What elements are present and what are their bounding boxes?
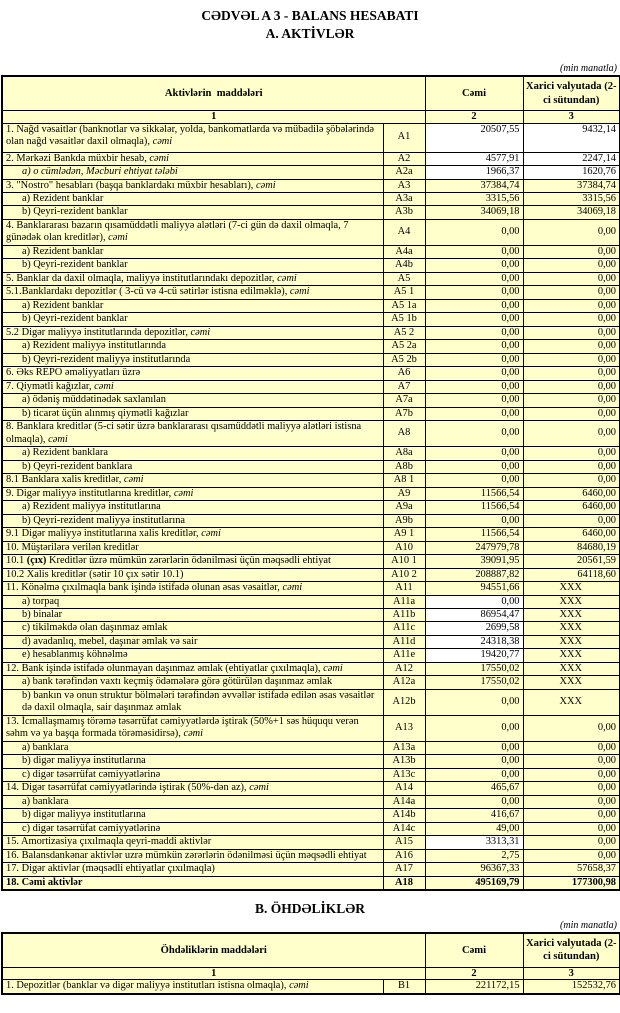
row-code: A7b: [383, 407, 425, 420]
cell-foreign: XXX: [523, 609, 620, 622]
row-label: 5.1.Banklardakı depozitlər ( 3-cü və 4-cü sətirlər istisna edilməklə), cəmi: [2, 286, 383, 299]
column-header-items: Öhdəliklərin maddələri: [2, 933, 425, 968]
cell-total: 94551,66: [425, 582, 523, 595]
row-label: b) Qeyri-rezident banklar: [2, 206, 383, 219]
table-row: [2, 474, 620, 487]
row-code: A8a: [383, 447, 425, 460]
column-header-foreign: Xarici valyutada (2-ci sütundan): [523, 933, 620, 968]
liabilities-column-number-row: [2, 967, 620, 979]
table-row: [2, 447, 620, 460]
row-label: b) Qeyri-rezident banklara: [2, 460, 383, 473]
cell-foreign: 0,00: [523, 849, 620, 862]
cell-foreign: 6460,00: [523, 501, 620, 514]
table-row: [2, 595, 620, 608]
table-row: [2, 635, 620, 648]
cell-total: 96367,33: [425, 863, 523, 876]
cell-foreign: 0,00: [523, 326, 620, 339]
liabilities-table: [1, 932, 620, 995]
table-row: [2, 555, 620, 568]
row-code: A11e: [383, 649, 425, 662]
cell-foreign: 0,00: [523, 421, 620, 447]
row-label: 10. Müştərilərə verilən kreditlər: [2, 541, 383, 554]
table-row: [2, 245, 620, 258]
table-row: [2, 622, 620, 635]
row-label: c) digər təsərrüfat cəmiyyətlərinə: [2, 822, 383, 835]
row-label: b) binalar: [2, 609, 383, 622]
cell-foreign: XXX: [523, 622, 620, 635]
cell-total: 11566,54: [425, 528, 523, 541]
row-code: A12: [383, 662, 425, 675]
table-row: [2, 795, 620, 808]
table-row: [2, 394, 620, 407]
row-label: 8. Banklara kreditlər (5-ci sətir üzrə banklararası qısamüddətli maliyyə alətləri istisna olmaqla), cəmi: [2, 421, 383, 447]
cell-total: 0,00: [425, 367, 523, 380]
row-code: A14b: [383, 809, 425, 822]
table-row: [2, 206, 620, 219]
cell-foreign: 0,00: [523, 286, 620, 299]
table-row: [2, 849, 620, 862]
table-row: [2, 741, 620, 754]
cell-foreign: 0,00: [523, 795, 620, 808]
row-label: a) ödəniş müddətinədək saxlanılan: [2, 394, 383, 407]
row-label: 1. Depozitlər (banklar və digər maliyyə institutları istisna olmaqla), cəmi: [2, 980, 383, 994]
cell-foreign: 20561,59: [523, 555, 620, 568]
row-code: A11c: [383, 622, 425, 635]
row-code: A9: [383, 487, 425, 500]
row-label: a) torpaq: [2, 595, 383, 608]
cell-foreign: 0,00: [523, 407, 620, 420]
cell-foreign: 0,00: [523, 353, 620, 366]
row-code: A8b: [383, 460, 425, 473]
row-label: b) digər maliyyə institutlarına: [2, 809, 383, 822]
table-row: [2, 367, 620, 380]
row-label: c) tikilməkdə olan daşınmaz əmlak: [2, 622, 383, 635]
table-row: [2, 272, 620, 285]
cell-foreign: 0,00: [523, 782, 620, 795]
cell-foreign: 0,00: [523, 380, 620, 393]
cell-total: 49,00: [425, 822, 523, 835]
cell-foreign[interactable]: 2247,14: [523, 152, 620, 165]
cell-total: 0,00: [425, 514, 523, 527]
assets-header-row: [2, 76, 620, 111]
assets-table: [1, 75, 620, 891]
cell-total: 0,00: [425, 768, 523, 781]
cell-total: 0,00: [425, 394, 523, 407]
cell-total: 3315,56: [425, 192, 523, 205]
cell-foreign: 0,00: [523, 340, 620, 353]
cell-total[interactable]: 24318,38: [425, 635, 523, 648]
cell-foreign: 0,00: [523, 219, 620, 245]
row-label: b) Qeyri-rezident maliyyə institutlarında: [2, 353, 383, 366]
cell-total: 0,00: [425, 326, 523, 339]
table-row: [2, 407, 620, 420]
table-row: [2, 286, 620, 299]
table-row: [2, 715, 620, 741]
cell-foreign[interactable]: 1620,76: [523, 166, 620, 179]
cell-foreign: 0,00: [523, 394, 620, 407]
row-code: A10 1: [383, 555, 425, 568]
row-label: a) Rezident banklara: [2, 447, 383, 460]
table-row: [2, 514, 620, 527]
column-header-total: Cəmi: [425, 76, 523, 111]
cell-total[interactable]: 3313,31: [425, 836, 523, 849]
cell-total: 416,67: [425, 809, 523, 822]
row-code: A5 1b: [383, 313, 425, 326]
table-row: [2, 689, 620, 715]
cell-total: 0,00: [425, 313, 523, 326]
cell-total: 0,00: [425, 219, 523, 245]
row-code: A5 2a: [383, 340, 425, 353]
table-row: [2, 353, 620, 366]
table-row: [2, 649, 620, 662]
row-label: 11. Könəlmə çıxılmaqla bank işində istifadə olunan əsas vəsaitlər, cəmi: [2, 582, 383, 595]
row-code: A11a: [383, 595, 425, 608]
cell-foreign: 0,00: [523, 836, 620, 849]
row-label: 6. Əks REPO əməliyyatları üzrə: [2, 367, 383, 380]
table-row: [2, 836, 620, 849]
cell-total: 0,00: [425, 272, 523, 285]
row-label: a) Rezident banklar: [2, 299, 383, 312]
table-row: [2, 421, 620, 447]
row-label: a) o cümlədən, Məcburi ehtiyat tələbi: [2, 166, 383, 179]
cell-foreign: 0,00: [523, 460, 620, 473]
table-row: [2, 460, 620, 473]
row-label: 18. Cəmi aktivlər: [2, 876, 383, 890]
cell-total: 0,00: [425, 340, 523, 353]
row-code: A16: [383, 849, 425, 862]
row-code: A13b: [383, 755, 425, 768]
row-label: a) Rezident banklar: [2, 245, 383, 258]
row-code: A5 1: [383, 286, 425, 299]
cell-total[interactable]: 0,00: [425, 595, 523, 608]
cell-total: 34069,18: [425, 206, 523, 219]
column-number-1: 1: [2, 967, 425, 979]
row-code: B1: [383, 980, 425, 994]
row-label: 14. Digər təsərrüfat cəmiyyətlərində iştirak (50%-dən az), cəmi: [2, 782, 383, 795]
row-code: A2: [383, 152, 425, 165]
cell-foreign: 0,00: [523, 755, 620, 768]
row-label: b) digər maliyyə institutlarına: [2, 755, 383, 768]
row-label: d) avadanlıq, mebel, daşınar əmlak və sair: [2, 635, 383, 648]
table-row: [2, 299, 620, 312]
cell-total: 0,00: [425, 741, 523, 754]
row-code: A18: [383, 876, 425, 890]
cell-total[interactable]: 19420,77: [425, 649, 523, 662]
cell-foreign: 64118,60: [523, 568, 620, 581]
cell-total: 0,00: [425, 259, 523, 272]
cell-total: 11566,54: [425, 487, 523, 500]
row-code: A17: [383, 863, 425, 876]
table-row: [2, 259, 620, 272]
table-row: [2, 568, 620, 581]
cell-foreign: 34069,18: [523, 206, 620, 219]
cell-total: 17550,02: [425, 676, 523, 689]
cell-foreign: 0,00: [523, 245, 620, 258]
column-number-1: 1: [2, 111, 425, 123]
row-label: 5.2 Digər maliyyə institutlarında depozitlər, cəmi: [2, 326, 383, 339]
cell-foreign: XXX: [523, 582, 620, 595]
cell-total: 221172,15: [425, 980, 523, 994]
cell-foreign: 0,00: [523, 741, 620, 754]
row-code: A3b: [383, 206, 425, 219]
cell-foreign: XXX: [523, 635, 620, 648]
table-row: [2, 326, 620, 339]
row-label: 17. Digər aktivlər (məqsədli ehtiyatlar çıxılmaqla): [2, 863, 383, 876]
cell-total: 0,00: [425, 245, 523, 258]
table-row: [2, 528, 620, 541]
cell-foreign: 152532,76: [523, 980, 620, 994]
row-label: 3. "Nostro" hesabları (başqa banklardakı müxbir hesabları), cəmi: [2, 179, 383, 192]
cell-foreign: 3315,56: [523, 192, 620, 205]
column-header-items: Aktivlərin maddələri: [2, 76, 425, 111]
row-label: e) hesablanmış köhnəlmə: [2, 649, 383, 662]
column-number-3: 3: [523, 967, 620, 979]
column-number-2: 2: [425, 111, 523, 123]
row-code: A12b: [383, 689, 425, 715]
row-code: A1: [383, 123, 425, 152]
cell-total: 247979,78: [425, 541, 523, 554]
table-row: [2, 487, 620, 500]
cell-foreign: 84680,19: [523, 541, 620, 554]
table-row: [2, 166, 620, 179]
cell-total[interactable]: 86954,47: [425, 609, 523, 622]
cell-foreign: 37384,74: [523, 179, 620, 192]
table-row: [2, 219, 620, 245]
cell-total: 0,00: [425, 795, 523, 808]
cell-foreign: 0,00: [523, 447, 620, 460]
table-row: [2, 152, 620, 165]
cell-foreign: 6460,00: [523, 487, 620, 500]
cell-foreign: XXX: [523, 676, 620, 689]
column-header-total: Cəmi: [425, 933, 523, 968]
table-row: [2, 609, 620, 622]
row-label: b) Qeyri-rezident maliyyə institutlarına: [2, 514, 383, 527]
row-code: A14: [383, 782, 425, 795]
row-code: A8: [383, 421, 425, 447]
row-code: A10 2: [383, 568, 425, 581]
cell-total[interactable]: 1966,37: [425, 166, 523, 179]
row-label: 1. Nağd vəsaitlər (banknotlar və sikkələr, yolda, bankomatlarda və mübadilə şöbələrində olan nağd vəsaitlər daxil olmaqla), cəmi: [2, 123, 383, 152]
cell-total: 0,00: [425, 447, 523, 460]
cell-foreign: 57658,37: [523, 863, 620, 876]
cell-total[interactable]: 2699,58: [425, 622, 523, 635]
row-code: A5: [383, 272, 425, 285]
cell-foreign: 0,00: [523, 474, 620, 487]
row-code: A5 2b: [383, 353, 425, 366]
row-code: A4: [383, 219, 425, 245]
row-code: A9a: [383, 501, 425, 514]
row-label: b) ticarət üçün alınmış qiymətli kağızlar: [2, 407, 383, 420]
cell-foreign: 0,00: [523, 822, 620, 835]
row-label: 9.1 Digər maliyyə institutlarına xalis kreditlər, cəmi: [2, 528, 383, 541]
cell-foreign: 0,00: [523, 259, 620, 272]
table-row: [2, 662, 620, 675]
cell-total: 39091,95: [425, 555, 523, 568]
cell-total: 0,00: [425, 407, 523, 420]
row-label: a) bank tərəfindən vaxtı keçmiş ödəmələrə görə götürülən daşınmaz əmlak: [2, 676, 383, 689]
row-code: A12a: [383, 676, 425, 689]
table-row: [2, 876, 620, 890]
cell-total: 0,00: [425, 689, 523, 715]
table-row: [2, 768, 620, 781]
row-code: A13a: [383, 741, 425, 754]
row-code: A14c: [383, 822, 425, 835]
column-header-foreign: Xarici valyutada (2-ci sütundan): [523, 76, 620, 111]
row-code: A11: [383, 582, 425, 595]
liabilities-header-row: [2, 933, 620, 968]
row-label: a) banklara: [2, 795, 383, 808]
row-label: 5. Banklar da daxil olmaqla, maliyyə institutlarındakı depozitlər, cəmi: [2, 272, 383, 285]
row-label: 15. Amortizasiya çıxılmaqla qeyri-maddi aktivlər: [2, 836, 383, 849]
table-row: [2, 755, 620, 768]
cell-total: 0,00: [425, 715, 523, 741]
cell-total: 0,00: [425, 299, 523, 312]
column-number-2: 2: [425, 967, 523, 979]
cell-total: 17550,02: [425, 662, 523, 675]
row-code: A7: [383, 380, 425, 393]
row-label: 10.1 (çıx) Kreditlər üzrə mümkün zərərlərin ödənilməsi üçün məqsədli ehtiyat: [2, 555, 383, 568]
row-label: 16. Balansdankənar aktivlər uzrə mümkün zərərlərin ödənilməsi üçün məqsədli ehtiyat: [2, 849, 383, 862]
row-label: 8.1 Banklara xalis kreditlər, cəmi: [2, 474, 383, 487]
cell-foreign: 0,00: [523, 367, 620, 380]
row-label: 2. Mərkəzi Bankda müxbir hesab, cəmi: [2, 152, 383, 165]
cell-foreign: XXX: [523, 689, 620, 715]
table-row: [2, 340, 620, 353]
row-code: A2a: [383, 166, 425, 179]
cell-foreign: 0,00: [523, 768, 620, 781]
cell-total: 37384,74: [425, 179, 523, 192]
cell-total: 495169,79: [425, 876, 523, 890]
table-row: [2, 863, 620, 876]
row-code: A6: [383, 367, 425, 380]
row-code: A9 1: [383, 528, 425, 541]
table-row: [2, 192, 620, 205]
cell-total[interactable]: 4577,91: [425, 152, 523, 165]
row-label: 9. Digər maliyyə institutlarına kreditlər, cəmi: [2, 487, 383, 500]
row-code: A11b: [383, 609, 425, 622]
section-a-title: A. AKTİVLƏR: [265, 25, 355, 41]
table-row: [2, 541, 620, 554]
row-code: A13c: [383, 768, 425, 781]
table-row: [2, 822, 620, 835]
row-label: b) bankın və onun struktur bölmələri tərəfindən əvvəllər istifadə edilən əsas vəsaitlər də daxil olmaqla, sair daşınmaz əmlak: [2, 689, 383, 715]
row-code: A5 2: [383, 326, 425, 339]
table-row: [2, 980, 620, 994]
unit-note-b: (min manatla): [560, 919, 617, 931]
cell-foreign: 0,00: [523, 299, 620, 312]
cell-foreign: XXX: [523, 595, 620, 608]
row-label: a) Rezident maliyyə institutlarına: [2, 501, 383, 514]
table-row: [2, 123, 620, 152]
row-code: A7a: [383, 394, 425, 407]
table-row: [2, 782, 620, 795]
cell-total: 0,00: [425, 755, 523, 768]
row-code: A5 1a: [383, 299, 425, 312]
page-title: CƏDVƏL A 3 - BALANS HESABATI: [201, 8, 419, 23]
row-label: a) banklara: [2, 741, 383, 754]
cell-total: 465,67: [425, 782, 523, 795]
row-code: A9b: [383, 514, 425, 527]
cell-foreign[interactable]: 9432,14: [523, 123, 620, 152]
table-row: [2, 380, 620, 393]
row-label: c) digər təsərrüfat cəmiyyətlərinə: [2, 768, 383, 781]
row-label: 12. Bank işində istifadə olunmayan daşınmaz əmlak (ehtiyatlar çıxılmaqla), cəmi: [2, 662, 383, 675]
cell-foreign: 6460,00: [523, 528, 620, 541]
page-header: [0, 7, 620, 42]
cell-total: 0,00: [425, 474, 523, 487]
cell-foreign: XXX: [523, 649, 620, 662]
cell-foreign: XXX: [523, 662, 620, 675]
unit-note-a: (min manatla): [560, 63, 617, 75]
row-code: A4a: [383, 245, 425, 258]
row-code: A10: [383, 541, 425, 554]
cell-total: 0,00: [425, 380, 523, 393]
cell-total: 208887,82: [425, 568, 523, 581]
column-number-3: 3: [523, 111, 620, 123]
cell-total[interactable]: 20507,55: [425, 123, 523, 152]
cell-foreign: 0,00: [523, 272, 620, 285]
cell-total: 0,00: [425, 460, 523, 473]
cell-total: 2,75: [425, 849, 523, 862]
cell-total: 0,00: [425, 353, 523, 366]
cell-total: 0,00: [425, 421, 523, 447]
cell-total: 0,00: [425, 286, 523, 299]
table-row: [2, 179, 620, 192]
row-label: 4. Banklararası bazarın qısamüddətli maliyyə alətləri (7-ci gün də daxil olmaqla, 7 günədək olan kreditlər), cəmi: [2, 219, 383, 245]
cell-foreign: 0,00: [523, 809, 620, 822]
row-code: A3a: [383, 192, 425, 205]
table-row: [2, 582, 620, 595]
row-label: a) Rezident maliyyə institutlarında: [2, 340, 383, 353]
row-label: 7. Qiymətli kağızlar, cəmi: [2, 380, 383, 393]
cell-foreign: 0,00: [523, 715, 620, 741]
table-row: [2, 809, 620, 822]
row-code: A15: [383, 836, 425, 849]
row-label: b) Qeyri-rezident banklar: [2, 313, 383, 326]
cell-total: 11566,54: [425, 501, 523, 514]
row-code: A8 1: [383, 474, 425, 487]
row-code: A13: [383, 715, 425, 741]
row-label: 10.2 Xalis kreditlər (sətir 10 çıx sətir 10.1): [2, 568, 383, 581]
cell-foreign: 0,00: [523, 514, 620, 527]
row-label: a) Rezident banklar: [2, 192, 383, 205]
row-code: A11d: [383, 635, 425, 648]
assets-column-number-row: [2, 111, 620, 123]
cell-foreign: 0,00: [523, 313, 620, 326]
row-label: b) Qeyri-rezident banklar: [2, 259, 383, 272]
table-row: [2, 676, 620, 689]
table-row: [2, 313, 620, 326]
table-row: [2, 501, 620, 514]
row-label: 13. İcmallaşmamış törəmə təsərrüfat cəmiyyətlərdə iştirak (50%+1 səs hüququ verən səhm və ya başqa formada törəməsidirsə), cəmi: [2, 715, 383, 741]
row-code: A14a: [383, 795, 425, 808]
row-code: A3: [383, 179, 425, 192]
section-b-title: B. ÖHDƏLİKLƏR: [255, 901, 365, 917]
row-code: A4b: [383, 259, 425, 272]
cell-foreign: 177300,98: [523, 876, 620, 890]
